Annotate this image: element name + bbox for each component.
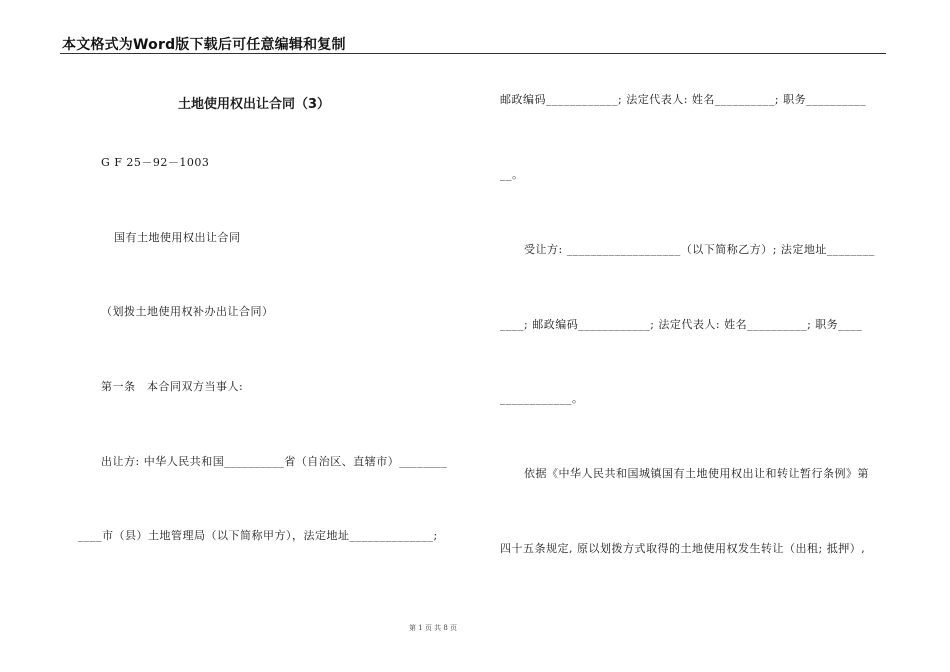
paragraph-line: 四十五条规定, 原以划拨方式取得的土地使用权发生转让（出租; 抵押）, xyxy=(500,542,866,555)
contract-name: 国有土地使用权出让合同 xyxy=(114,231,241,244)
contract-subtitle: （划拨土地使用权补办出让合同） xyxy=(101,305,274,318)
paragraph-line: ____市（县）土地管理局（以下简称甲方），法定地址______________; xyxy=(78,529,438,542)
paragraph-line: __。 xyxy=(500,168,524,181)
banner-divider xyxy=(60,53,886,54)
paragraph-line: 依据《中华人民共和国城镇国有土地使用权出让和转让暂行条例》第 xyxy=(524,467,869,480)
paragraph-line: 邮政编码____________; 法定代表人: 姓名__________; 职务__________ xyxy=(500,93,867,106)
article-one-heading: 第一条 本合同双方当事人: xyxy=(101,380,244,393)
contract-code: G F 25－92－1003 xyxy=(101,156,210,169)
document-title: 土地使用权出让合同（3） xyxy=(178,97,331,112)
page-number: 第 1 页 共 8 页 xyxy=(409,624,458,632)
paragraph-line: ____________。 xyxy=(500,392,584,405)
paragraph-line: 出让方: 中华人民共和国__________省（自治区、直辖市）________ xyxy=(101,455,448,468)
document-banner: 本文格式为Word版下载后可任意编辑和复制 xyxy=(62,37,346,53)
paragraph-line: ____; 邮政编码____________; 法定代表人: 姓名__________; 职务____ xyxy=(500,318,863,331)
paragraph-line: 受让方: ___________________（以下简称乙方）; 法定地址________ xyxy=(524,243,875,256)
